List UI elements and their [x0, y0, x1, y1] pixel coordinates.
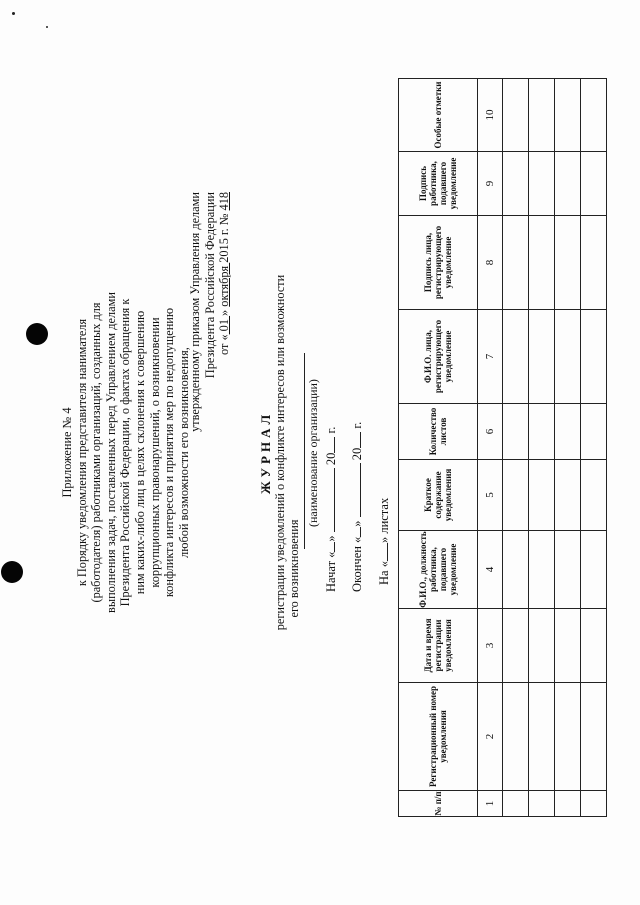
blank-day — [324, 542, 335, 552]
date-year: 2015 г. № — [217, 210, 232, 263]
table-cell — [555, 609, 581, 683]
journal-subtitle-line: его возникновения — [287, 519, 301, 618]
table-cell — [581, 152, 607, 216]
table-cell — [503, 310, 529, 404]
registration-table — [398, 78, 607, 817]
punch-hole-top — [26, 323, 48, 345]
appendix-title: Приложение № 4 — [60, 407, 74, 498]
table-cell — [503, 683, 529, 791]
col-header: Дата и время регистрации уведомления — [399, 609, 478, 683]
started-suffix: г. — [324, 426, 338, 434]
table-cell — [503, 791, 529, 817]
column-number: 3 — [478, 609, 503, 683]
table-cell — [529, 310, 555, 404]
table-cell — [581, 683, 607, 791]
approval-line: Президента Российской Федерации — [202, 192, 217, 379]
approval-number: 418 — [217, 192, 232, 211]
appendix-line: любой возможности его возникновения, — [176, 347, 191, 558]
col-header: Подпись работника, подавшего уведомление — [399, 152, 478, 216]
table-cell — [555, 531, 581, 609]
sheets-label: На « — [377, 561, 391, 585]
col-header: Количество листов — [399, 404, 478, 460]
blank-day — [350, 527, 361, 537]
table-cell — [529, 531, 555, 609]
sheets-line — [377, 498, 392, 585]
col-header: Ф.И.О. лица, регистрирующего уведомление — [399, 310, 478, 404]
column-number: 6 — [478, 404, 503, 460]
approval-day: 01 — [217, 315, 232, 335]
appendix-line: к Порядку уведомления представителя нанимателя — [74, 318, 89, 587]
date-mid: » — [217, 306, 232, 316]
table-cell — [555, 216, 581, 310]
table-cell — [581, 404, 607, 460]
table-cell — [555, 404, 581, 460]
col-header: Особые отметки — [399, 79, 478, 152]
approval-month: октября — [217, 262, 232, 307]
table-cell — [529, 683, 555, 791]
approval-line: утвержденному приказом Управления делами — [188, 192, 202, 432]
journal-title: ЖУРНАЛ — [258, 410, 273, 495]
blank-month — [350, 463, 361, 517]
sheets-suffix: » листах — [377, 497, 391, 544]
table-cell — [555, 79, 581, 152]
table-cell — [529, 152, 555, 216]
column-number: 1 — [478, 791, 503, 817]
table-cell — [581, 791, 607, 817]
table-cell — [503, 79, 529, 152]
table-cell — [503, 531, 529, 609]
appendix-line: Президента Российской Федерации, о фактах обращения к — [118, 298, 133, 607]
table-cell — [529, 460, 555, 531]
table-header-row — [399, 79, 478, 817]
journal-subtitle-line: регистрации уведомлений о конфликте интересов или возможности — [273, 274, 287, 631]
date-prefix: от « — [217, 334, 232, 355]
appendix-line: выполнения задач, поставленных перед Управлением делами — [103, 292, 118, 613]
col-header: Регистрационный номер уведомления — [399, 683, 478, 791]
organization-caption: (наименование организации) — [306, 379, 320, 527]
table-cell — [503, 460, 529, 531]
ended-line — [350, 422, 365, 592]
ended-year: 20 — [350, 447, 364, 461]
journal-subtitle — [273, 0, 301, 905]
punch-hole-bottom — [1, 561, 23, 583]
column-number: 10 — [478, 79, 503, 152]
table-cell — [529, 791, 555, 817]
table-cell — [529, 609, 555, 683]
approval-reference — [188, 192, 232, 432]
organization-name-line — [304, 353, 305, 549]
started-year: 20 — [324, 452, 338, 466]
table-row — [529, 79, 555, 817]
table-cell — [503, 404, 529, 460]
appendix-line: (работодателя) работниками организаций, созданных для — [89, 302, 104, 603]
ended-mid: » — [350, 520, 364, 527]
col-header: Ф.И.О., должность работника, подавшего уведомление — [399, 531, 478, 609]
approval-date — [217, 192, 232, 432]
column-number: 2 — [478, 683, 503, 791]
appendix-line: коррупционных правонарушений, о возникновении — [147, 317, 162, 588]
table-cell — [581, 460, 607, 531]
blank-month — [324, 468, 335, 532]
blank-year — [350, 432, 361, 448]
column-number: 9 — [478, 152, 503, 216]
table-cell — [503, 216, 529, 310]
appendix-line: ним каких-либо лиц в целях склонения к совершению — [132, 310, 147, 595]
table-cell — [555, 683, 581, 791]
table-cell — [581, 609, 607, 683]
table-row — [555, 79, 581, 817]
started-label: Начат « — [324, 551, 338, 592]
blank-sheets — [377, 543, 388, 561]
col-header: Краткое содержание уведомления — [399, 460, 478, 531]
column-number-row — [478, 79, 503, 817]
column-number: 5 — [478, 460, 503, 531]
col-header: Подпись лица, регистрирующего уведомление — [399, 216, 478, 310]
table-cell — [581, 79, 607, 152]
table-cell — [555, 791, 581, 817]
table-cell — [529, 216, 555, 310]
table-cell — [555, 310, 581, 404]
table-cell — [529, 79, 555, 152]
table-cell — [529, 404, 555, 460]
column-number: 7 — [478, 310, 503, 404]
table-cell — [503, 152, 529, 216]
table-cell — [581, 216, 607, 310]
table-row — [503, 79, 529, 817]
table-cell — [581, 531, 607, 609]
table-cell — [581, 310, 607, 404]
blank-year — [324, 437, 335, 453]
col-header: № п/п — [399, 791, 478, 817]
table-cell — [555, 460, 581, 531]
table-cell — [555, 152, 581, 216]
table-cell — [503, 609, 529, 683]
ended-label: Окончен « — [350, 536, 364, 592]
started-line — [324, 427, 339, 592]
ended-suffix: г. — [350, 421, 364, 429]
started-mid: » — [324, 535, 338, 542]
column-number: 8 — [478, 216, 503, 310]
column-number: 4 — [478, 531, 503, 609]
appendix-header — [60, 0, 191, 905]
table-row — [581, 79, 607, 817]
appendix-line: конфликта интересов и принятия мер по недопущению — [162, 307, 177, 598]
